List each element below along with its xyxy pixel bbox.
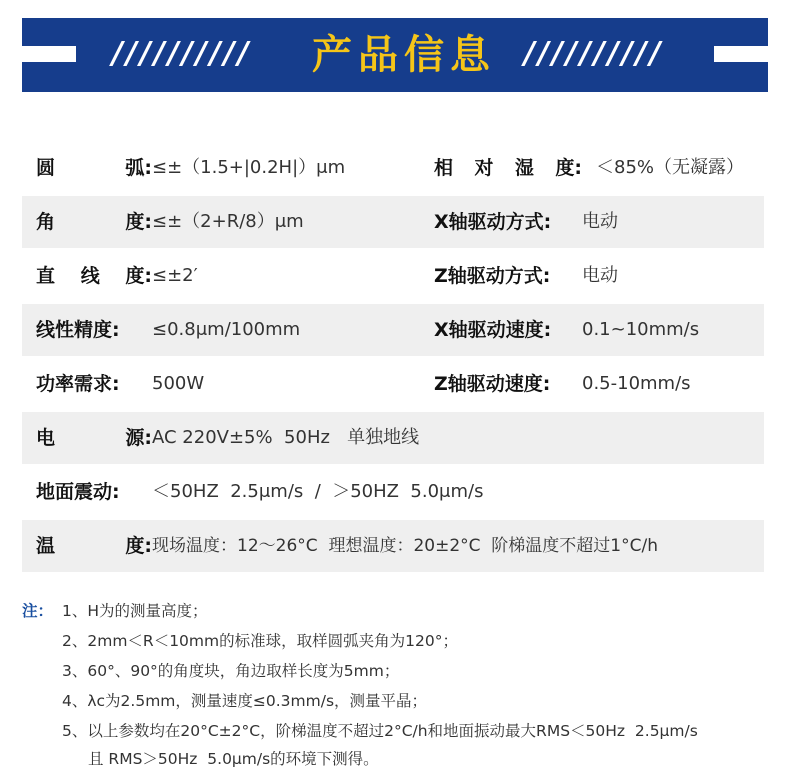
spec-value: 0.5-10mm/s (582, 373, 691, 394)
page-title: 产品信息 (312, 32, 496, 78)
spec-value: 0.1~10mm/s (582, 319, 700, 340)
note-item: 1、H为的测量高度； (62, 602, 208, 620)
note-item: 5、以上参数均在20°C±2°C，阶梯温度不超过2°C/h和地面振动最大RMS＜50Hz 2.5μm/s (62, 722, 698, 740)
spec-value: ≤0.8μm/100mm (152, 319, 301, 340)
banner-slashes-right: ////////// (524, 36, 664, 71)
spec-row (22, 304, 764, 356)
spec-label: 功率需求: (36, 373, 120, 395)
spec-label: Z轴驱动速度: (434, 373, 551, 395)
spec-value: ＜85%（无凝露） (596, 157, 745, 178)
spec-label: 角 度: (36, 211, 152, 233)
header-banner (22, 18, 768, 92)
spec-row (22, 520, 764, 572)
spec-label: 相 对 湿 度: (434, 157, 582, 179)
spec-value: ≤±（1.5+|0.2H|）μm (152, 157, 346, 178)
spec-value: ≤±2′ (152, 265, 198, 286)
spec-value: 现场温度：12～26°C 理想温度：20±2°C 阶梯温度不超过1°C/h (152, 536, 658, 556)
spec-row (22, 196, 764, 248)
spec-label: 地面震动: (36, 481, 120, 503)
spec-label: X轴驱动速度: (434, 319, 552, 341)
spec-value: AC 220V±5% 50Hz 单独地线 (152, 427, 420, 448)
spec-label: 圆 弧: (36, 157, 152, 179)
spec-label: 直 线 度: (36, 265, 152, 287)
spec-value: 500W (152, 373, 205, 394)
spec-label: 温 度: (36, 535, 152, 557)
banner-bar-left (22, 46, 76, 62)
note-item: 且 RMS＞50Hz 5.0μm/s的环境下测得。 (88, 750, 379, 768)
spec-value: 电动 (582, 265, 618, 286)
spec-label: X轴驱动方式: (434, 211, 552, 233)
spec-value: ≤±（2+R/8）μm (152, 211, 304, 232)
spec-value: 电动 (582, 211, 618, 232)
note-item: 4、λc为2.5mm，测量速度≤0.3mm/s，测量平晶； (62, 692, 428, 710)
spec-label: 电 源: (36, 427, 152, 449)
note-item: 2、2mm＜R＜10mm的标准球，取样圆弧夹角为120°； (62, 632, 458, 650)
spec-row (22, 358, 764, 410)
spec-row (22, 142, 764, 194)
notes-label: 注： (22, 602, 54, 620)
spec-label: 线性精度: (36, 319, 120, 341)
spec-row (22, 412, 764, 464)
note-item: 3、60°、90°的角度块，角边取样长度为5mm； (62, 662, 400, 680)
banner-slashes-left: ////////// (112, 36, 252, 71)
spec-row (22, 250, 764, 302)
spec-value: ＜50HZ 2.5μm/s / ＞50HZ 5.0μm/s (152, 481, 484, 502)
banner-bar-right (714, 46, 768, 62)
spec-row (22, 466, 764, 518)
spec-label: Z轴驱动方式: (434, 265, 551, 287)
